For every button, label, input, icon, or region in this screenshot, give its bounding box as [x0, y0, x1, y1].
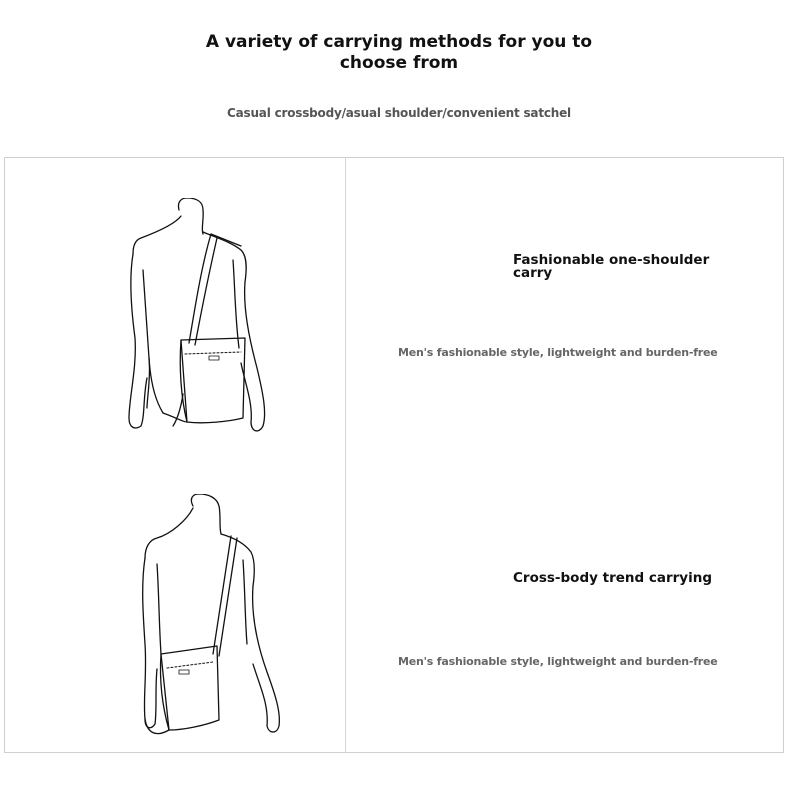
page-title: A variety of carrying methods for you to choose from [205, 32, 593, 73]
cross-body-carry-figure [127, 494, 287, 744]
feature-title-one-shoulder: Fashionable one-shoulder carry [513, 252, 710, 281]
feature-description-cross-body: Men's fashionable style, lightweight and burden-free [398, 655, 718, 668]
feature-description-one-shoulder: Men's fashionable style, lightweight and burden-free [398, 346, 718, 359]
page-subtitle: Casual crossbody/asual shoulder/convenient satchel [227, 106, 571, 120]
panel-divider [345, 158, 346, 752]
carry-methods-panel [4, 157, 784, 753]
one-shoulder-carry-figure [117, 198, 277, 443]
feature-title-cross-body: Cross-body trend carrying [513, 570, 712, 586]
